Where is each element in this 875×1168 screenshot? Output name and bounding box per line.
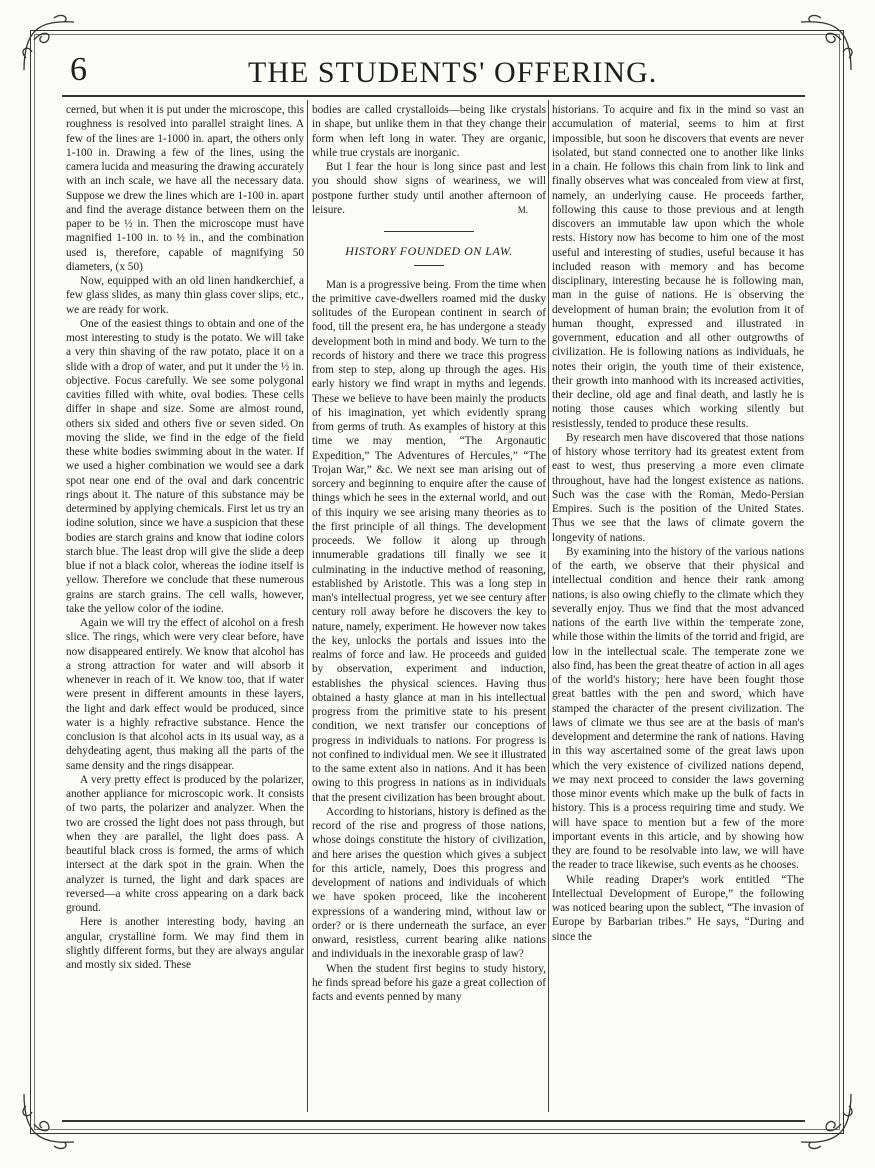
paragraph: According to historians, history is defined as the record of the rise and progress of those nations, whose doings constitute the history of civilization, and here arises the question which gives a subject for this article, namely, Does this progress and development of nations and individuals of which we have spoken proceed, like the incoherent expressions of a wandering mind, without law or order? or is there underneath the surface, an ever onward, resistless, current bearing alike nations and individuals in the inexorable grasp of law? <box>312 805 546 961</box>
publication-title: THE STUDENTS' OFFERING. <box>248 56 658 89</box>
article-headline: HISTORY FOUNDED ON LAW. <box>345 244 513 259</box>
paragraph: But I fear the hour is long since past and lest you should show signs of weariness, we will postpone further study until another afternoon of leisure. <box>312 161 546 216</box>
flourish-bottom-right-icon <box>791 1084 861 1154</box>
paragraph: By examining into the history of the various nations of the earth, we observe that their physical and intellectual condition and hence their rank among nations, is also owing chiefly to the climate which they severally enjoy. Thus we find that the most advanced nations of the earth live within the temperate zone, while those within the limits of the torrid and frigid, are low in the intellectual scale. The temperate zone we also find, has been the great theatre of action in all ages of the world's history; here have been fought those great battles with the pen and sword, which have stamped the character of the present civilization. The laws of climate we thus see are at the basis of man's development and determine the rank of nations. Having in this way ascertained some of the great laws upon which the very existence of civilized nations depend, we may next proceed to consider the laws governing those minor events which make up the bulk of facts in history. This is a process requiring time and study. We will have space to mention but a few of the more important events in this article, and by showing how they are found to be resolvable into law, we will have the reader to trace likewise, such events as he chooses. <box>552 545 804 872</box>
paragraph: cerned, but when it is put under the microscope, this roughness is resolved into parallel straight lines. A few of the lines are 1-1000 in. apart, the others only 1-100 in. Drawing a few of the lines, using the camera lucida and measuring the drawing accurately with an inch scale, we have all the necessary data. Suppose we drew the lines which are 1-100 in. apart and find the average distance between them on the paper to be ½ in. Then the microscope must have magnified 1-100 in. to ½ in., and the combination used is, therefore, capable of magnifying 50 diameters, (x 50) <box>66 104 304 273</box>
paragraph: Now, equipped with an old linen handkerchief, a few glass slides, as many thin glass cover slips, etc., we are ready for work. <box>66 275 304 316</box>
flourish-bottom-left-icon <box>14 1084 84 1154</box>
paragraph: By research men have discovered that those nations of history whose territory had its greatest extent from east to west, thus preserving a more even climate throughout, have had the longest existence as nations. Such was the case with the Roman, Medo-Persian Empires. Such is the position of the United States. Thus we see that the laws of climate govern the longevity of nations. <box>552 431 804 544</box>
paragraph: One of the easiest things to obtain and one of the most interesting to study is the potato. We will take a very thin shaving of the raw potato, place it on a slide with a drop of water, and put it under the ½ in. objective. Focus carefully. We see some polygonal cavities filled with white, oval bodies. These cells differ in shape and size. Some are almost round, others six sided and others five or seven sided. On moving the slide, we find in the edge of the field these white bodies swimming about in the water. If we used a higher combination we would see a dark spot near one end of the oval and dark concentric rings about it. The nature of this substance may be determined by applying chemicals. First let us try an iodine solution, since we have a suspicion that these bodies are starch grains and know that iodine colors starch blue. The least drop will give the slide a deep blue if not a black color, whereas the iodine itself is yellow. Therefore we conclude that these numerous grains are starch grains. The cell walls, however, take the yellow color of the iodine. <box>66 317 304 615</box>
headline-rule <box>414 265 444 266</box>
page-number: 6 <box>70 51 87 88</box>
article-body <box>312 278 546 1005</box>
flourish-top-right-icon <box>791 10 861 80</box>
paragraph: historians. To acquire and fix in the mind so vast an accumulation of material, seems to him at first impossible, but soon he discovers that events are never isolated, but stand connected one to another like links in a chain. He follows this chain from link to link and finally observes what was concealed from view at first, namely, an underlying cause. He proceeds farther, following this cause to those previous and at length discovers an immutable law upon which the whole rests. History now has become to him one of the most useful and interesting of studies, useful because it has included reason with memory and has become disciplinary, interesting because he is following man, man in the guise of nations. He is observing the development of human brain; the evolution from it of human thought, expressed and illustrated in government, education and all other outgrowths of civilization. He is following nations as individuals, he notes their origin, the youth time of their existence, their growth into manhood with its increased activities, their decline, old age and final death, and lastly he is noting those causes which working silently but resistlessly, tended to produce these results. <box>552 104 804 430</box>
column-3 <box>552 103 804 944</box>
author-signature: M. <box>517 205 528 215</box>
paragraph: While reading Draper's work entitled “The Intellectual Development of Europe,” the following was noticed bearing upon the sublect, “The invasion of Europe by Barbarian tribes.” He says, “During and since the <box>552 873 804 943</box>
header-rule <box>62 95 805 97</box>
column-2 <box>312 103 546 1004</box>
paragraph: Here is another interesting body, having an angular, crystalline form. We may find them in slightly different forms, but they are always angular and mostly six sided. These <box>66 916 304 971</box>
section-separator <box>384 231 474 232</box>
paragraph: When the student first begins to study history, he finds spread before his gaze a great collection of facts and events penned by many <box>312 962 546 1003</box>
footer-rule <box>62 1120 805 1122</box>
column-divider <box>307 100 308 1112</box>
column-1 <box>66 103 304 972</box>
article-end <box>312 103 546 217</box>
paragraph: Man is a progressive being. From the time when the primitive cave-dwellers roamed mid the dusky solitudes of the European continent in search of food, till the present era, he has undergone a steady development both in mind and body. We turn to the records of history and there we trace this progress from step to step, along up through the ages. His early history we find wrapt in myths and legends. These we believe to have been mainly the products of his imagination, yet which evidently sprang from germs of truth. As examples of history at this time we may mention, “The Argonautic Expedition,” The Adventures of Hercules,” “The Trojan War,” &c. We next see man arising out of sorcery and beginning to enquire after the cause of things which he sees in the external world, and out of this inquiry we see arising many theories as to the first principle of all things. The development proceeds. We follow it along up through innumerable gradations till finally we see it culminating in the inductive method of reasoning, established by Aristotle. This was a long step in man's intellectual progress, yet we see century after century roll away before he discovers the key to nature, namely, experiment. He however now takes the key, unlocks the portals and issues into the realms of force and law. He proceeds and guided by observation, experiment and induction, establishes the physical sciences. Having thus obtained a hasty glance at man in his intellectual progress from the primitive state to his present condition, we next transfer our conceptions of progress in individuals to nations. For progress is not confined to individual men. We see it illustrated to the same extent also in nations. And it has been owing to this progress in nations as in individuals that the present civilization has been brought about. <box>312 278 546 804</box>
column-divider <box>548 100 549 1112</box>
paragraph: Again we will try the effect of alcohol on a fresh slice. The rings, which were very clear before, have now disappeared entirely. We know that alcohol has a strong attraction for water and will absorb it whenever in reach of it. We know too, that if water were present in different amounts in these layers, the light and dark effect would be produced, since water is a highly refractive substance. Hence the conclusion is that alcohol acts in its usual way, as a dehydeating agent, thus making all the parts of the same density and the rings disappear. <box>66 617 304 772</box>
paragraph: A very pretty effect is produced by the polarizer, another appliance for microscopic work. It consists of two parts, the polarizer and analyzer. When the two are crossed the light does not pass through, but when they are parallel, the light does pass. A beautiful black cross is formed, the arms of which intersect at the dark spot in the grain. When the analyzer is turned, the light and dark spaces are reversed—a white cross appearing on a dark back ground. <box>66 773 304 914</box>
paragraph: bodies are called crystalloids—being like crystals in shape, but unlike them in that they change their form when left long in water. They are organic, while true crystals are inorganic. <box>312 104 546 159</box>
